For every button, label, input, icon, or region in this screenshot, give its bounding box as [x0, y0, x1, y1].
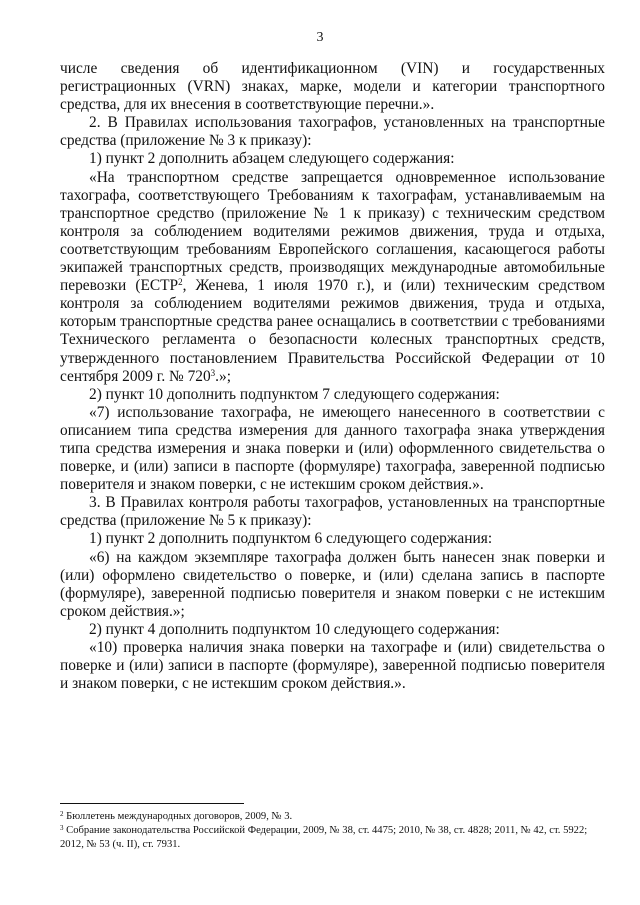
paragraph-subitem-1: 1) пункт 2 дополнить абзацем следующего содержания:	[89, 150, 455, 168]
paragraph-quoted-subitem-6: «6) на каждом экземпляре тахографа должен быть нанесен знак поверки и (или) оформлено свидетельство о поверке, и (или) сделана запись в паспорте (формуляре), заверенной подписью поверителя и знаком поверки с не истекшим сроком действия.»;	[60, 548, 605, 620]
footnote-text-3: Собрание законодательства Российской Федерации, 2009, № 38, ст. 4475; 2010, № 38, ст. 4828; 2011, № 42, ст. 5922; 2012, № 53 (ч. II), ст. 7931.	[60, 824, 588, 850]
paragraph-item-2-heading: 2. В Правилах использования тахографов, установленных на транспортные средства (приложение № 3 к приказу):	[60, 114, 605, 150]
amendment-text-end: .»;	[215, 367, 231, 385]
footnote-mark-3: 3	[60, 823, 64, 832]
footnote-2	[60, 810, 605, 824]
paragraph-continuation: числе сведения об идентификационном (VIN) и государственных регистрационных (VRN) знаках, марке, модели и категории транспортного средства, для их внесения в соответствующие перечни.».	[60, 60, 605, 114]
paragraph-quoted-subitem-10: «10) проверка наличия знака поверки на тахографе и (или) свидетельства о поверке и (или) записи в паспорте (формуляре), заверенной подписью поверителя и знаком поверки, с не истекшим сроком действия.».	[60, 639, 605, 693]
paragraph-quoted-amendment	[60, 169, 605, 386]
page-number: 3	[316, 30, 324, 45]
paragraph-quoted-subitem-7: «7) использование тахографа, не имеющего нанесенного в соответствии с описанием типа средства измерения для данного тахографа знака утверждения типа средства измерения и знака поверки и (или) оформленного свидетельства о поверке, и (или) записи в паспорте (формуляре) тахографа, заверенной подписью поверителя и знаком поверки, с не истекшим сроком действия.».	[60, 403, 605, 494]
footnotes	[60, 810, 605, 851]
amendment-text-start: «На транспортном средстве запрещается одновременное использование тахографа, соответствующего Требованиям к тахографам, устанавливаемым на транспортное средство (приложение № 1 к приказу) с техническим средством контроля за соблюдением водителями режимов движения, труда и отдыха, соответствующим требованиям Европейского соглашения, касающегося работы экипажей транспортных средств, производящих международные автомобильные перевозки (ЕСТР	[60, 168, 605, 295]
footnote-mark-2: 2	[60, 810, 64, 818]
footnote-ref-2: 2	[178, 277, 183, 288]
amendment-text-middle: , Женева, 1 июля 1970 г.), и (или) техническим средством контроля за соблюдением водителями режимов движения, труда и отдыха, которым транспортные средства ранее оснащались в соответствии с требованиями Технического регламента о безопасности колесных транспортных средств, утвержденного постановлением Правительства Российской Федерации от 10 сентября 2009 г. № 720	[60, 277, 605, 385]
paragraph-subitem-1-b: 1) пункт 2 дополнить подпунктом 6 следующего содержания:	[89, 530, 493, 548]
footnote-text-2: Бюллетень международных договоров, 2009, № 3.	[63, 811, 293, 822]
paragraph-item-3-heading: 3. В Правилах контроля работы тахографов, установленных на транспортные средства (приложение № 5 к приказу):	[60, 494, 605, 530]
paragraph-subitem-2: 2) пункт 10 дополнить подпунктом 7 следующего содержания:	[89, 385, 500, 403]
paragraph-subitem-2-b: 2) пункт 4 дополнить подпунктом 10 следующего содержания:	[89, 620, 500, 638]
footnote-separator	[60, 803, 244, 804]
document-body	[60, 60, 605, 693]
footnote-3	[60, 824, 605, 852]
footnote-ref-3: 3	[210, 367, 216, 378]
